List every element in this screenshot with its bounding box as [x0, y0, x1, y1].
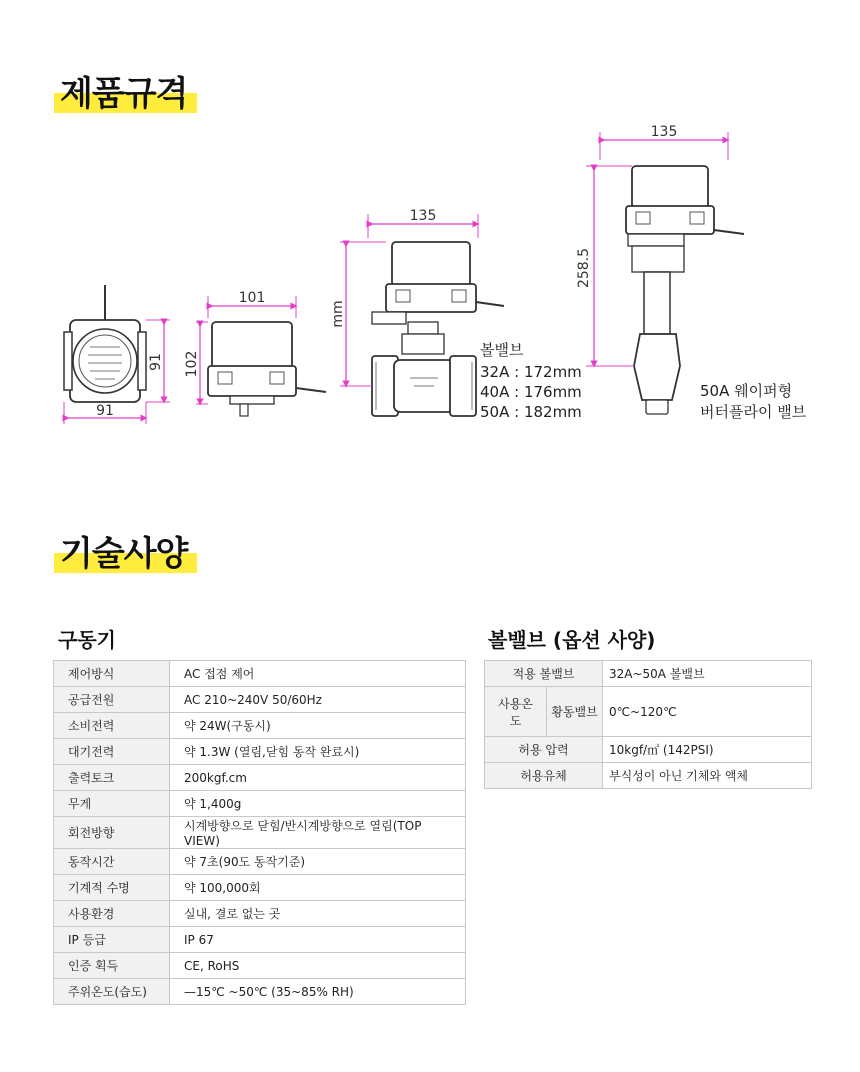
side-height-label: 102 [184, 350, 200, 378]
table-row [54, 849, 466, 875]
wafer-height-label: 258.5 [576, 247, 592, 289]
actuator-spec-table [53, 660, 466, 1005]
spec-label: 대기전력 [54, 739, 170, 765]
valve-height-unit: mm [330, 300, 346, 328]
temperature-value: 0℃~120℃ [603, 687, 812, 737]
product-drawings [0, 110, 860, 470]
table-row [485, 737, 812, 763]
spec-label: 회전방향 [54, 817, 170, 849]
spec-value: 약 1,400g [170, 791, 466, 817]
spec-value: CE, RoHS [170, 953, 466, 979]
table-row [54, 901, 466, 927]
spec-label: 소비전력 [54, 713, 170, 739]
spec-label: 기계적 수명 [54, 875, 170, 901]
spec-label: 인증 획득 [54, 953, 170, 979]
front-view-drawing [64, 285, 170, 424]
ball-valve-note-32a: 32A : 172mm [480, 363, 582, 381]
table-row [485, 661, 812, 687]
side-width-label: 101 [238, 290, 266, 306]
spec-label: 출력토크 [54, 765, 170, 791]
table-row [54, 765, 466, 791]
fluid-value: 부식성이 아닌 기체와 액체 [603, 763, 812, 789]
spec-label: 무게 [54, 791, 170, 817]
wafer-width-label: 135 [650, 124, 678, 140]
spec-value: IP 67 [170, 927, 466, 953]
pressure-label: 허용 압력 [485, 737, 603, 763]
applicable-valve-label: 적용 볼밸브 [485, 661, 603, 687]
wafer-note-line-1: 50A 웨이퍼형 [700, 382, 793, 400]
table-row [54, 713, 466, 739]
table-row [54, 687, 466, 713]
wafer-valve-drawing [576, 124, 744, 414]
wafer-valve-note [700, 382, 807, 421]
wafer-note-line-2: 버터플라이 밸브 [700, 403, 807, 421]
spec-label: 동작시간 [54, 849, 170, 875]
table-row [54, 817, 466, 849]
spec-label: 사용환경 [54, 901, 170, 927]
ball-valve-spec-table [484, 660, 812, 789]
spec-value: 200kgf.cm [170, 765, 466, 791]
spec-label: 공급전원 [54, 687, 170, 713]
spec-value: AC 210~240V 50/60Hz [170, 687, 466, 713]
ball-valve-note [480, 341, 582, 421]
table-row [54, 927, 466, 953]
table-row [54, 661, 466, 687]
spec-value: 실내, 결로 없는 곳 [170, 901, 466, 927]
spec-section-title: 제품규격 [60, 66, 187, 115]
pressure-value: 10kgf/㎡ (142PSI) [603, 737, 812, 763]
spec-value: 시계방향으로 닫힘/반시계방향으로 열림(TOP VIEW) [170, 817, 466, 849]
brass-valve-label: 황동밸브 [547, 687, 603, 737]
spec-value: 약 24W(구동시) [170, 713, 466, 739]
ball-valve-drawing [330, 208, 504, 416]
spec-label: IP 등급 [54, 927, 170, 953]
spec-value: AC 접점 제어 [170, 661, 466, 687]
ball-valve-note-title: 볼밸브 [480, 341, 524, 359]
spec-value: —15℃ ~50℃ (35~85% RH) [170, 979, 466, 1005]
ball-valve-option-title: 볼밸브 (옵션 사양) [488, 628, 656, 652]
valve-width-label: 135 [409, 208, 437, 224]
actuator-title: 구동기 [58, 628, 116, 652]
table-row [54, 875, 466, 901]
spec-value: 약 7초(90도 동작기준) [170, 849, 466, 875]
spec-label: 제어방식 [54, 661, 170, 687]
spec-value: 약 100,000회 [170, 875, 466, 901]
fluid-label: 허용유체 [485, 763, 603, 789]
front-height-label: 91 [148, 353, 164, 371]
applicable-valve-value: 32A~50A 볼밸브 [603, 661, 812, 687]
table-row [485, 687, 812, 737]
table-row [485, 763, 812, 789]
tech-section-title: 기술사양 [60, 526, 187, 575]
table-row [54, 791, 466, 817]
ball-valve-note-40a: 40A : 176mm [480, 383, 582, 401]
table-row [54, 953, 466, 979]
table-row [54, 739, 466, 765]
spec-value: 약 1.3W (열림,닫힘 동작 완료시) [170, 739, 466, 765]
ball-valve-note-50a: 50A : 182mm [480, 403, 582, 421]
temperature-label: 사용온도 [485, 687, 547, 737]
side-view-drawing [184, 290, 326, 416]
spec-label: 주위온도(습도) [54, 979, 170, 1005]
front-width-label: 91 [96, 403, 114, 419]
table-row [54, 979, 466, 1005]
